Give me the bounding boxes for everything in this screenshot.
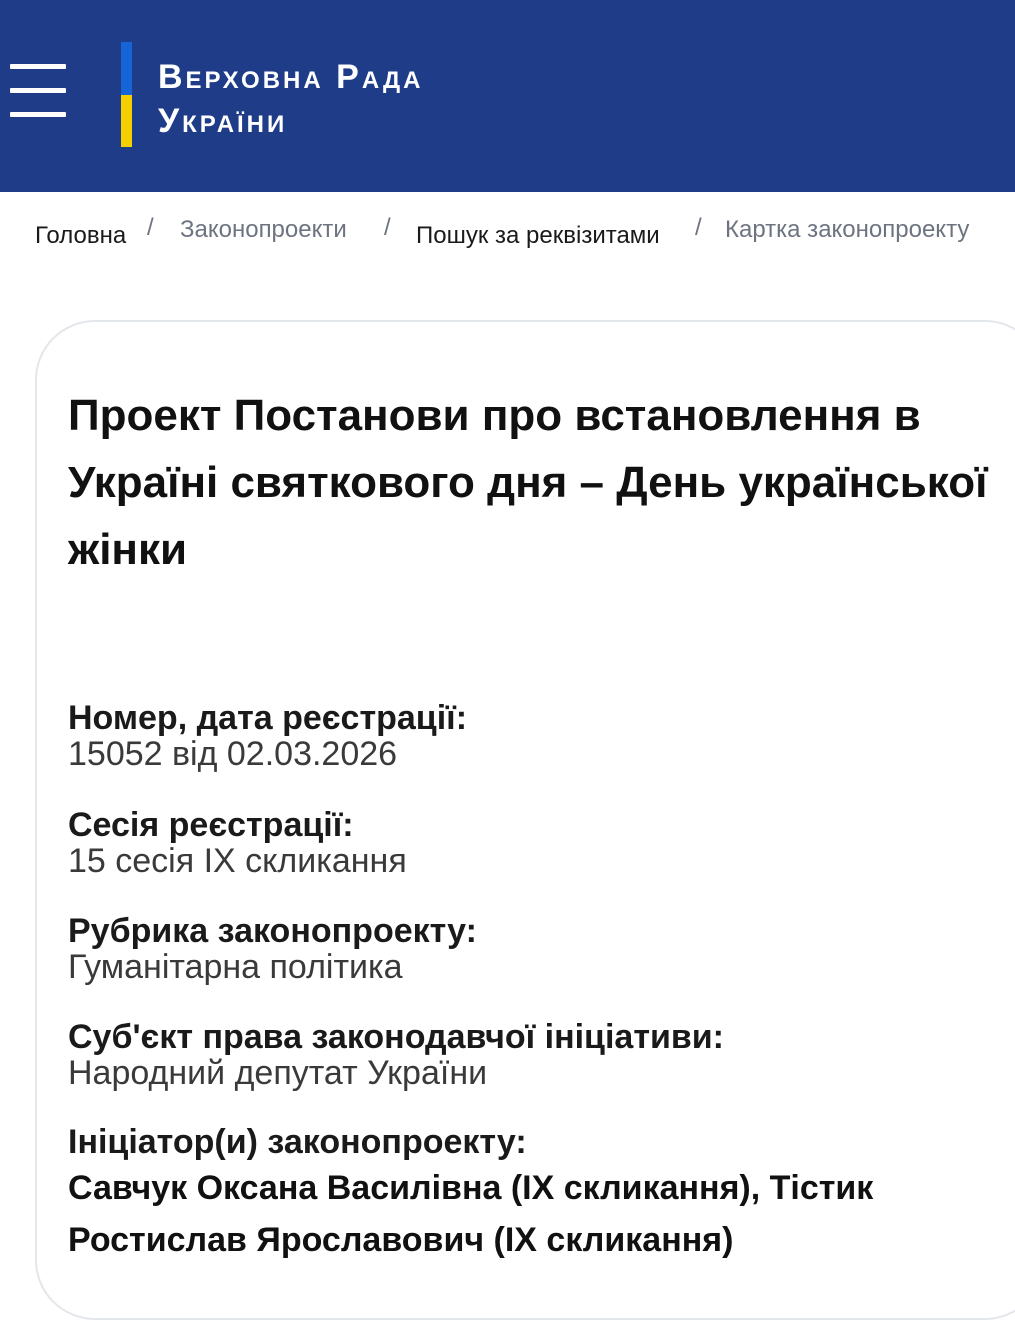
field-value: Народний депутат України [68, 1054, 488, 1092]
breadcrumb-item-home[interactable]: Головна [35, 222, 127, 249]
breadcrumb-separator: / [147, 214, 154, 241]
field-label: Сесія реєстрації: [68, 806, 354, 844]
field-label: Суб'єкт права законодавчої ініціативи: [68, 1018, 724, 1056]
site-logo-text[interactable] [158, 55, 423, 143]
field-value: 15 сесія IX скликання [68, 842, 407, 880]
site-header [0, 0, 1015, 192]
breadcrumb-separator: / [384, 214, 391, 241]
field-value: 15052 від 02.03.2026 [68, 735, 398, 773]
field-registration [68, 700, 968, 772]
field-session [68, 807, 968, 879]
logo-line-2: України [158, 102, 288, 140]
field-rubric [68, 913, 968, 985]
field-subject [68, 1019, 968, 1091]
breadcrumb-item-search[interactable]: Пошук за реквізитами [416, 222, 660, 249]
breadcrumb [35, 210, 1010, 260]
bill-title: Проект Постанови про встановлення в Україні святкового дня – День української жінки [68, 391, 988, 574]
breadcrumb-separator: / [695, 214, 702, 241]
breadcrumb-item-bill-card: Картка законопроекту [725, 216, 970, 243]
flag-logo-icon [121, 42, 132, 147]
field-value: Гуманітарна політика [68, 948, 403, 986]
logo-line-1: Верховна Рада [158, 58, 424, 96]
field-label: Номер, дата реєстрації: [68, 699, 468, 737]
menu-icon[interactable] [10, 64, 68, 118]
field-initiators [68, 1124, 948, 1266]
field-label: Рубрика законопроекту: [68, 912, 477, 950]
breadcrumb-item-bills[interactable]: Законопроекти [180, 216, 347, 243]
field-label: Ініціатор(и) законопроекту: [68, 1123, 527, 1161]
initiators-value[interactable]: Савчук Оксана Василівна (IX скликання), Тістик Ростислав Ярославович (IX скликання) [68, 1169, 874, 1259]
